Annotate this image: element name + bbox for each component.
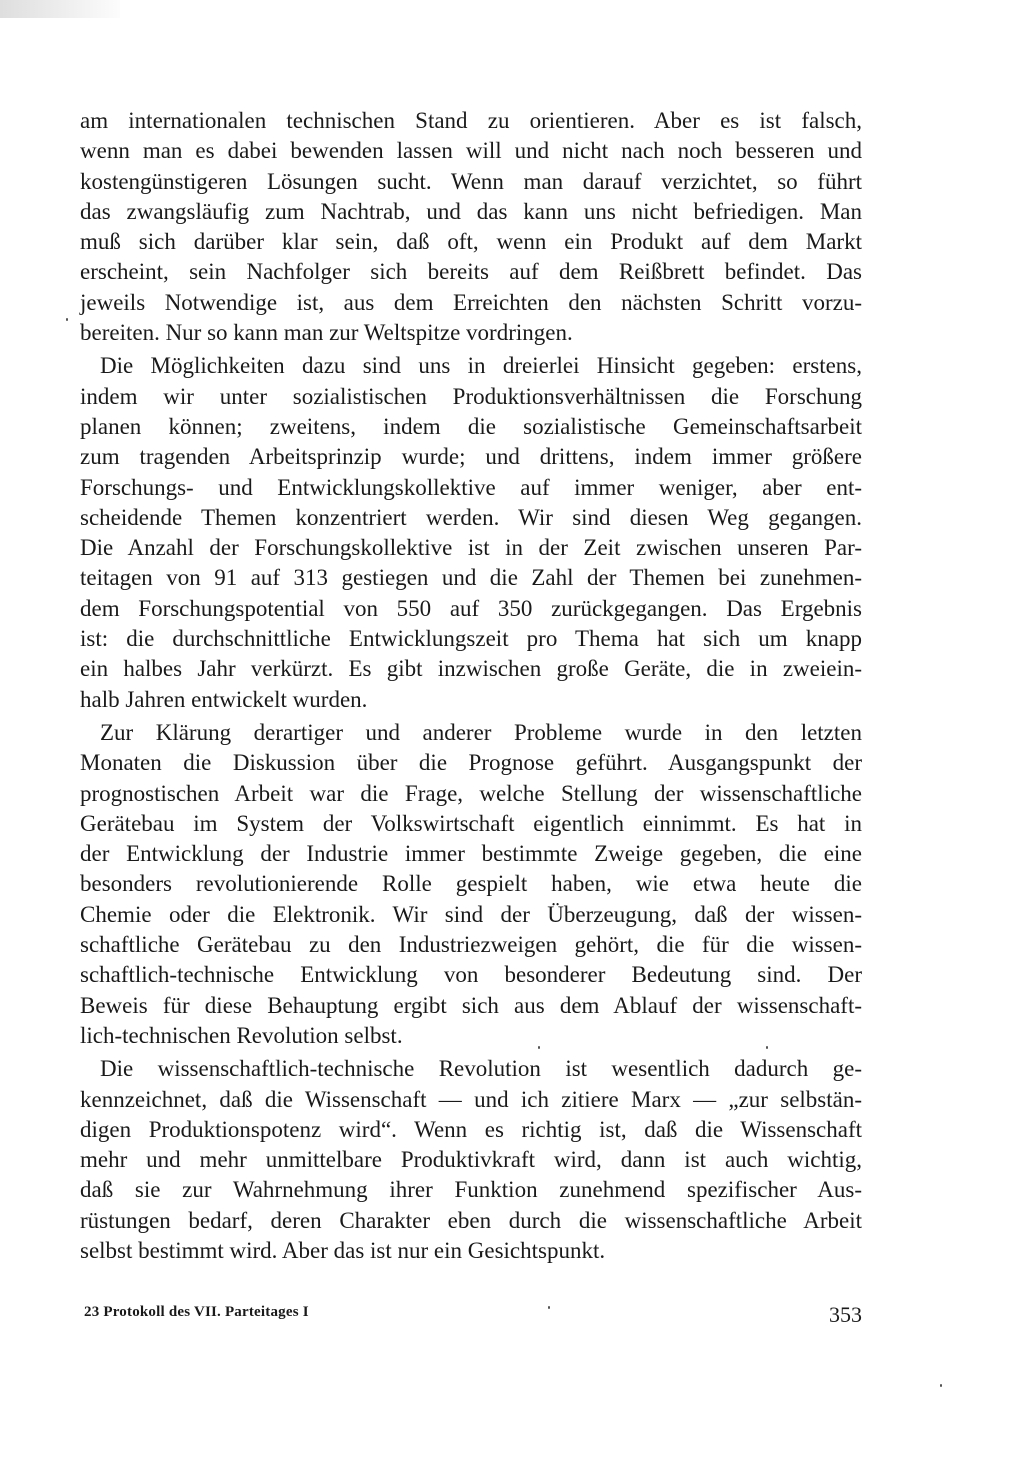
text-line: wenn man es dabei bewenden lassen will und nicht nach noch besseren und xyxy=(80,138,862,164)
text-line: bereiten. Nur so kann man zur Weltspitze vordringen. xyxy=(80,320,573,346)
text-line: der Entwicklung der Industrie immer bestimmte Zweige gegeben, die eine xyxy=(80,841,862,867)
text-line: schaftliche Gerätebau zu den Industriezweigen gehört, die für die wissen- xyxy=(80,932,862,958)
text-line: digen Produktionspotenz wird“. Wenn es richtig ist, daß die Wissenschaft xyxy=(80,1116,862,1142)
text-line: zum tragenden Arbeitsprinzip wurde; und drittens, indem immer größere xyxy=(80,444,862,470)
footnote: 23 Protokoll des VII. Parteitages I xyxy=(84,1304,309,1320)
text-line: scheidende Themen konzentriert werden. Wir sind diesen Weg gegangen. xyxy=(80,504,862,530)
paragraph-3 xyxy=(80,718,862,1051)
text-line: Chemie oder die Elektronik. Wir sind der Überzeugung, daß der wissen- xyxy=(80,901,862,927)
page-number: 353 xyxy=(829,1302,862,1327)
text-line: kennzeichnet, daß die Wissenschaft — und ich zitiere Marx — „zur selbstän- xyxy=(80,1086,862,1112)
paragraph-2 xyxy=(80,351,862,715)
text-line: Die wissenschaftlich-technische Revolution ist wesentlich dadurch ge- xyxy=(100,1056,862,1082)
text-line: ist: die durchschnittliche Entwicklungszeit pro Thema hat sich um knapp xyxy=(80,626,862,652)
text-line: Beweis für diese Behauptung ergibt sich aus dem Ablauf der wissenschaft- xyxy=(80,992,862,1018)
scan-smudge xyxy=(0,0,120,18)
scan-speck xyxy=(940,1384,942,1387)
text-line: das zwangsläufig zum Nachtrab, und das kann uns nicht befriedigen. Man xyxy=(80,198,862,224)
text-line: halb Jahren entwickelt wurden. xyxy=(80,686,368,712)
text-line: Forschungs- und Entwicklungskollektive auf immer weniger, aber ent- xyxy=(80,474,862,500)
text-line: rüstungen bedarf, deren Charakter eben durch die wissenschaftliche Arbeit xyxy=(80,1207,862,1233)
paragraph-1 xyxy=(80,106,862,348)
text-line: Zur Klärung derartiger und anderer Probleme wurde in den letzten xyxy=(100,719,862,745)
text-line: besonders revolutionierende Rolle gespielt haben, wie etwa heute die xyxy=(80,871,862,897)
text-line: am internationalen technischen Stand zu orientieren. Aber es ist falsch, xyxy=(80,108,862,133)
scan-speck xyxy=(66,318,68,321)
text-line: lich-technischen Revolution selbst. xyxy=(80,1022,403,1048)
text-line: Die Anzahl der Forschungskollektive ist in der Zeit zwischen unseren Par- xyxy=(80,535,862,561)
scan-speck xyxy=(538,1046,540,1049)
page-footer xyxy=(84,1304,862,1328)
text-line: planen können; zweitens, indem die sozialistische Gemeinschaftsarbeit xyxy=(80,413,862,439)
text-line: mehr und mehr unmittelbare Produktivkraft wird, dann ist auch wichtig, xyxy=(80,1147,862,1173)
text-line: daß sie zur Wahrnehmung ihrer Funktion zunehmend spezifischer Aus- xyxy=(80,1177,862,1203)
paragraph-4 xyxy=(80,1054,862,1266)
text-line: kostengünstigeren Lösungen sucht. Wenn man darauf verzichtet, so führt xyxy=(80,168,862,194)
text-line: indem wir unter sozialistischen Produktionsverhältnissen die Forschung xyxy=(80,383,862,409)
text-line: jeweils Notwendige ist, aus dem Erreichten den nächsten Schritt vorzu- xyxy=(80,289,862,315)
body-text xyxy=(80,106,862,1266)
text-line: Die Möglichkeiten dazu sind uns in dreierlei Hinsicht gegeben: erstens, xyxy=(100,353,862,379)
text-line: schaftlich-technische Entwicklung von besonderer Bedeutung sind. Der xyxy=(80,962,862,988)
text-line: teitagen von 91 auf 313 gestiegen und die Zahl der Themen bei zunehmen- xyxy=(80,565,862,591)
text-line: Monaten die Diskussion über die Prognose geführt. Ausgangspunkt der xyxy=(80,750,862,776)
text-line: ein halbes Jahr verkürzt. Es gibt inzwischen große Geräte, die in zweiein- xyxy=(80,656,862,682)
text-line: Gerätebau im System der Volkswirtschaft eigentlich einnimmt. Es hat in xyxy=(80,810,862,836)
text-line: dem Forschungspotential von 550 auf 350 zurückgegangen. Das Ergebnis xyxy=(80,595,862,621)
text-line: muß sich darüber klar sein, daß oft, wenn ein Produkt auf dem Markt xyxy=(80,229,862,255)
text-line: selbst bestimmt wird. Aber das ist nur ein Gesichtspunkt. xyxy=(80,1237,606,1263)
scan-speck xyxy=(548,1306,550,1309)
scan-speck xyxy=(766,1046,768,1049)
text-line: prognostischen Arbeit war die Frage, welche Stellung der wissenschaftliche xyxy=(80,780,862,806)
text-line: erscheint, sein Nachfolger sich bereits auf dem Reißbrett befindet. Das xyxy=(80,259,862,285)
